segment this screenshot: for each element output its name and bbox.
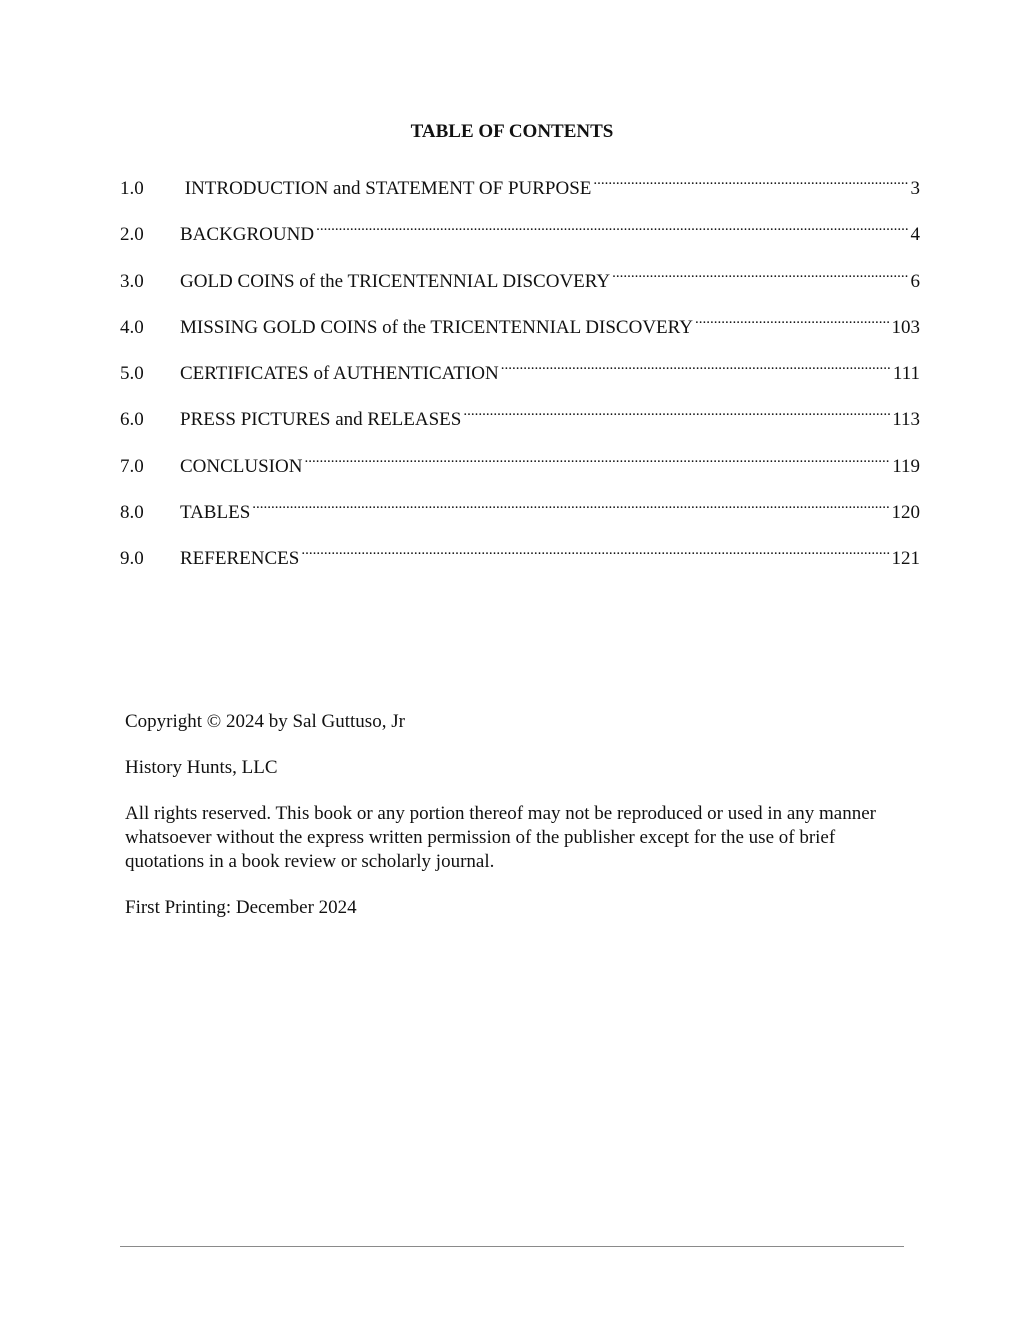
toc-entry-label: REFERENCES: [180, 548, 300, 570]
toc-dot-leader: [612, 259, 908, 287]
publisher-name: History Hunts, LLC: [125, 757, 278, 778]
toc-entry[interactable]: [120, 444, 920, 490]
toc-entry-label: TABLES: [180, 502, 251, 524]
footer-divider: [120, 1246, 904, 1247]
toc-dot-leader: [501, 351, 891, 379]
toc-entry-number: 1.0: [120, 178, 144, 199]
toc-entry-page: 103: [891, 316, 920, 338]
toc-entry-number: 8.0: [120, 502, 144, 524]
toc-entry[interactable]: [120, 397, 920, 443]
toc-entry-page: 119: [892, 455, 920, 477]
toc-entry-number: 9.0: [120, 548, 144, 570]
toc-entry-label: BACKGROUND: [180, 224, 315, 246]
toc-entry-page: 4: [910, 224, 920, 246]
toc-entry-label: INTRODUCTION and STATEMENT OF PURPOSE: [180, 178, 592, 199]
toc-list: [120, 166, 920, 583]
toc-entry-number: 6.0: [120, 409, 144, 431]
toc-entry-label: MISSING GOLD COINS of the TRICENTENNIAL DISCOVERY: [180, 316, 693, 338]
toc-title: TABLE OF CONTENTS: [410, 121, 614, 142]
toc-entry[interactable]: [120, 166, 920, 212]
toc-dot-leader: [593, 166, 908, 194]
toc-entry-page: 120: [891, 502, 920, 524]
toc-dot-leader: [695, 305, 890, 333]
toc-entry-page: 3: [910, 178, 920, 199]
printing-statement: First Printing: December 2024: [125, 897, 357, 918]
toc-entry-label: PRESS PICTURES and RELEASES: [180, 409, 462, 431]
toc-entry-number: 2.0: [120, 224, 144, 246]
toc-entry-number: 5.0: [120, 363, 144, 385]
toc-entry-page: 6: [910, 270, 920, 292]
copyright-line: Copyright © 2024 by Sal Guttuso, Jr: [125, 711, 405, 732]
toc-entry-label: CONCLUSION: [180, 455, 303, 477]
toc-entry[interactable]: [120, 212, 920, 258]
toc-entry-number: 3.0: [120, 270, 144, 292]
toc-entry[interactable]: [120, 351, 920, 397]
toc-entry-label: GOLD COINS of the TRICENTENNIAL DISCOVERY: [180, 270, 611, 292]
toc-entry[interactable]: [120, 305, 920, 351]
rights-statement: All rights reserved. This book or any portion thereof may not be reproduced or used in any manner whatsoever without the express written permission of the publisher except for the use of brief quotations in a book review or scholarly journal.: [125, 803, 877, 872]
toc-dot-leader: [316, 212, 908, 240]
toc-dot-leader: [301, 536, 889, 564]
toc-entry-label: CERTIFICATES of AUTHENTICATION: [180, 363, 499, 385]
toc-entry-number: 4.0: [120, 316, 144, 338]
toc-dot-leader: [304, 444, 890, 472]
toc-entry[interactable]: [120, 490, 920, 536]
toc-entry-page: 113: [892, 409, 920, 431]
toc-entry-page: 111: [892, 363, 920, 385]
toc-dot-leader: [252, 490, 889, 518]
toc-entry[interactable]: [120, 259, 920, 305]
toc-entry-number: 7.0: [120, 455, 144, 477]
toc-dot-leader: [463, 397, 890, 425]
toc-entry[interactable]: [120, 536, 920, 582]
toc-entry-page: 121: [891, 548, 920, 570]
copyright-block: [125, 710, 915, 942]
